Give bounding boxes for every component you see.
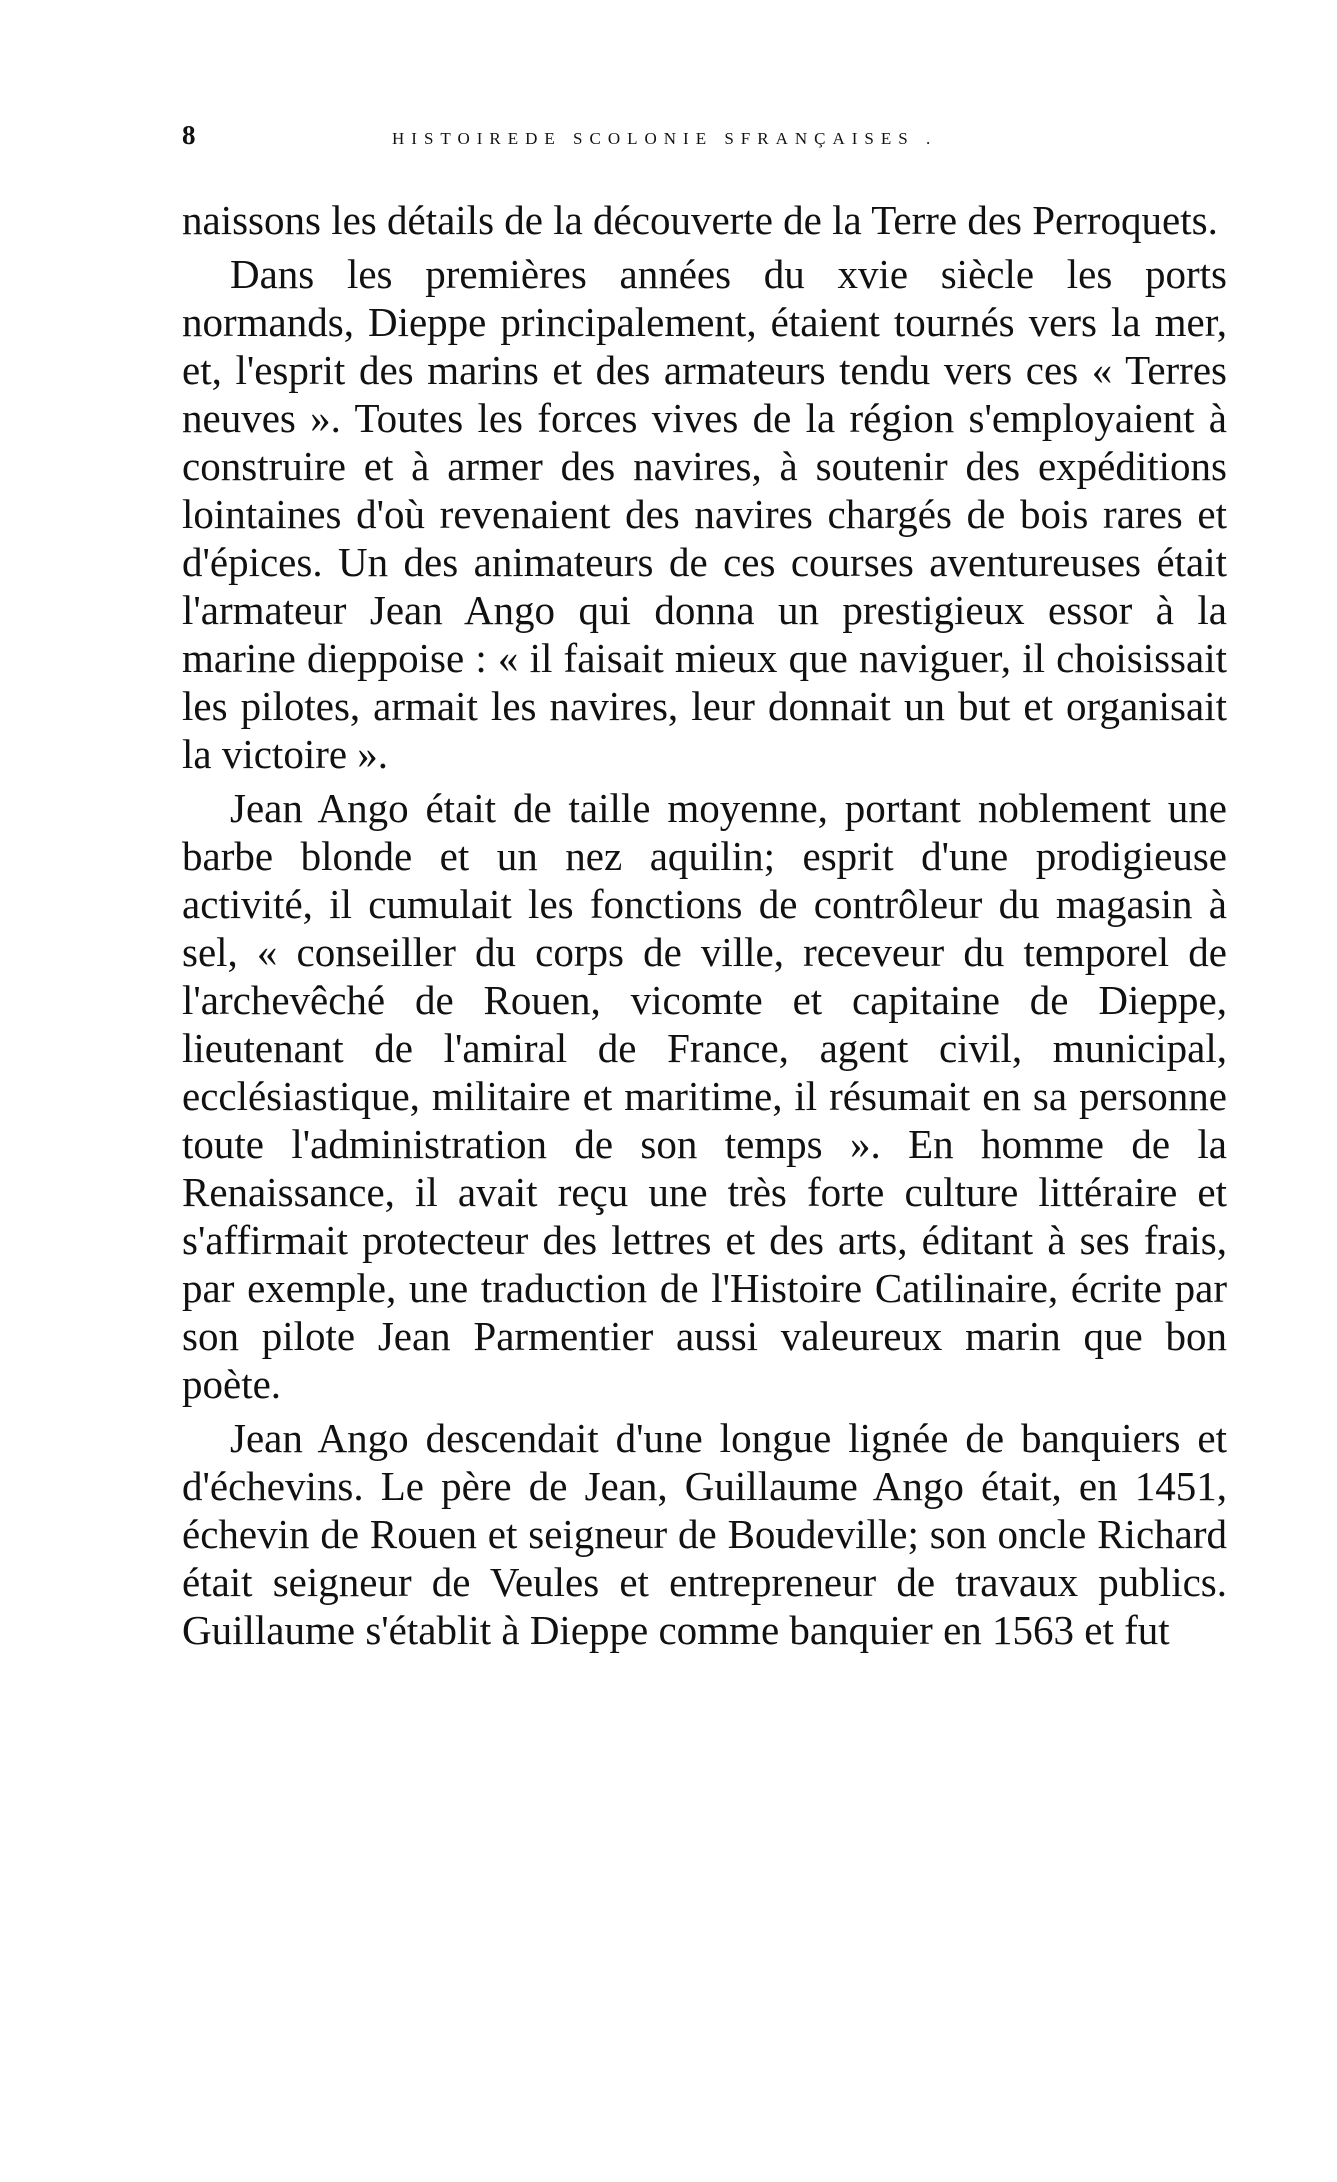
running-title: HISTOIREDE SCOLONIE SFRANÇAISES . <box>392 129 938 148</box>
paragraph: Jean Ango descendait d'une longue lignée de banquiers et d'échevins. Le père de Jean, Guillaume Ango était, en 1451, échevin de Rouen et seigneur de Boudeville; son oncle Richard était seigneur de Veules et entrepreneur de travaux publics. Guillaume s'établit à Dieppe comme banquier en 1563 et fut <box>182 1415 1227 1653</box>
body-text <box>182 196 1227 1654</box>
paragraph-continuation: naissons les détails de la découverte de la Terre des Perroquets. <box>182 197 1218 243</box>
paragraph: Dans les premières années du xvie siècle les ports normands, Dieppe principalement, étaient tournés vers la mer, et, l'esprit des marins et des armateurs tendu vers ces « Terres neuves ». Toutes les forces vives de la région s'employaient à construire et à armer des navires, à soutenir des expéditions lointaines d'où revenaient des navires chargés de bois rares et d'épices. Un des animateurs de ces courses aventureuses était l'armateur Jean Ango qui donna un prestigieux essor à la marine dieppoise : « il faisait mieux que naviguer, il choisissait les pilotes, armait les navires, leur donnait un but et organisait la victoire ». <box>182 251 1227 777</box>
running-head <box>182 120 1232 160</box>
page-number: 8 <box>182 120 196 150</box>
paragraph: Jean Ango était de taille moyenne, portant noblement une barbe blonde et un nez aquilin; esprit d'une prodigieuse activité, il cumulait les fonctions de contrôleur du magasin à sel, « conseiller du corps de ville, receveur du temporel de l'archevêché de Rouen, vicomte et capitaine de Dieppe, lieutenant de l'amiral de France, agent civil, municipal, ecclésiastique, militaire et maritime, il résumait en sa personne toute l'administration de son temps ». En homme de la Renaissance, il avait reçu une très forte culture littéraire et s'affirmait protecteur des lettres et des arts, éditant à ses frais, par exemple, une traduction de l'Histoire Catilinaire, écrite par son pilote Jean Parmentier aussi valeureux marin que bon poète. <box>182 785 1227 1407</box>
